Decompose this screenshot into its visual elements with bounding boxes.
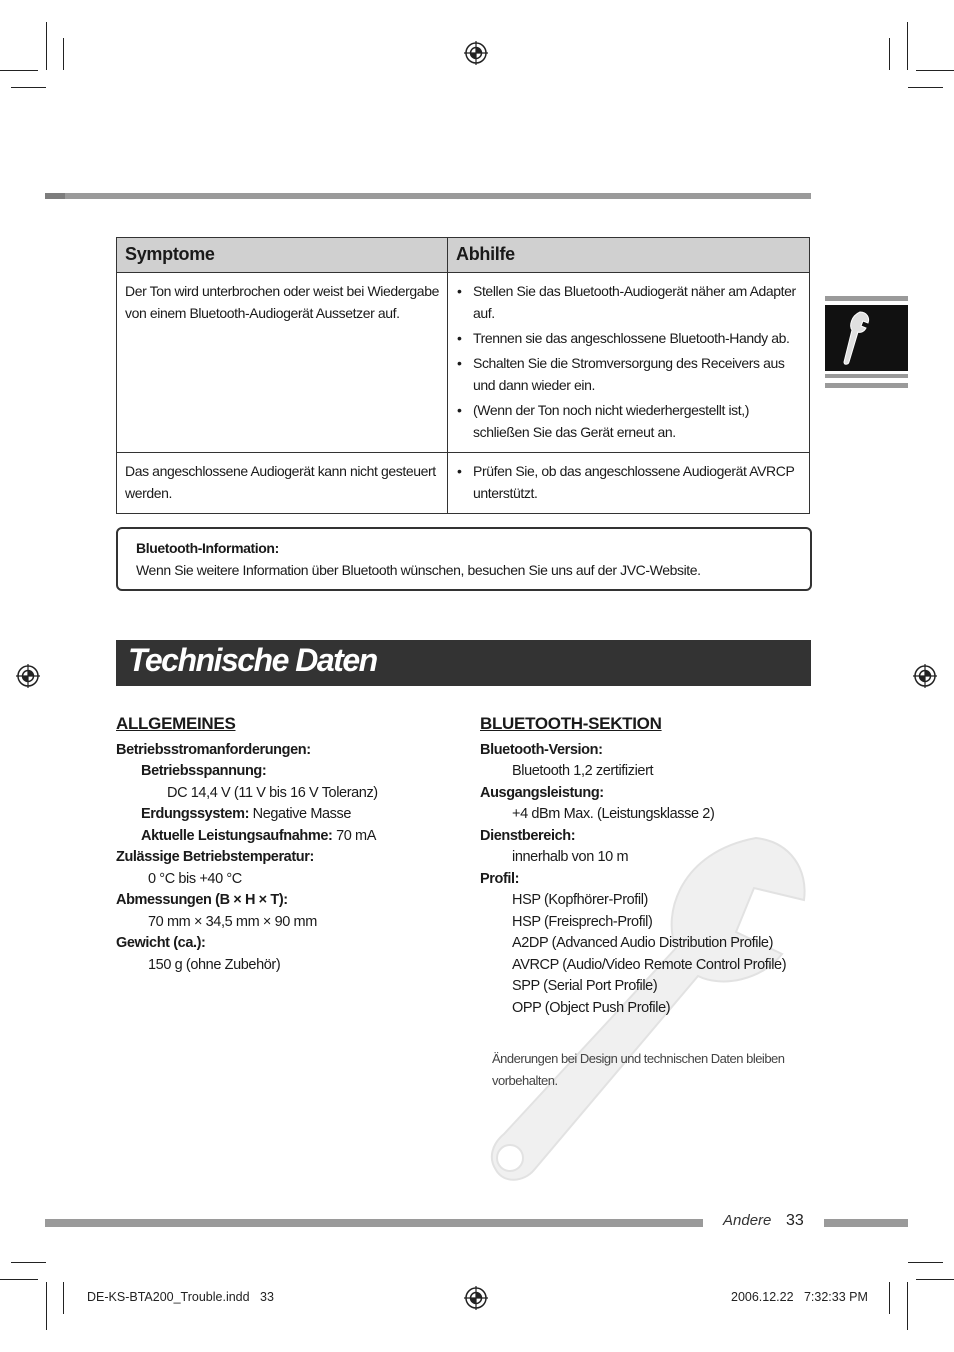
spec-label: Gewicht (ca.): — [116, 935, 206, 951]
profile-item: SPP (Serial Port Profile) — [512, 978, 658, 994]
profile-item: A2DP (Advanced Audio Distribution Profile) — [512, 935, 773, 951]
spec-value: innerhalb von 10 m — [512, 849, 629, 865]
symptom-cell: Das angeschlossene Audiogerät kann nicht gesteuert werden. — [117, 453, 448, 514]
spec-label: Aktuelle Leistungsaufnahme: — [141, 828, 333, 844]
spec-label: Ausgangsleistung: — [480, 785, 604, 801]
info-title: Bluetooth-Information: — [136, 540, 279, 556]
slug-timestamp: 2006.12.22 7:32:33 PM — [731, 1290, 868, 1304]
spec-label: Profil: — [480, 871, 520, 887]
footer-section-label: Andere — [723, 1212, 772, 1229]
remedy-item: • Stellen Sie das Bluetooth-Audiogerät näher am Adapter auf. — [456, 280, 801, 324]
remedy-item: • (Wenn der Ton noch nicht wiederhergestellt ist,) schließen Sie das Gerät erneut an. — [456, 399, 801, 443]
spec-label: Abmessungen (B × H × T): — [116, 892, 288, 908]
registration-mark-icon — [16, 664, 40, 688]
spec-value: 0 °C bis +40 °C — [148, 871, 242, 887]
troubleshooting-table — [116, 237, 810, 514]
section-banner — [116, 640, 811, 686]
column-header-abhilfe: Abhilfe — [448, 238, 810, 273]
spec-line — [141, 828, 376, 844]
spec-value: Bluetooth 1,2 zertifiziert — [512, 763, 654, 779]
spec-value: +4 dBm Max. (Leistungsklasse 2) — [512, 806, 715, 822]
column-header-symptome: Symptome — [117, 238, 448, 273]
change-note: Änderungen bei Design und technischen Daten bleiben vorbehalten. — [492, 1051, 785, 1088]
remedy-item: • Schalten Sie die Stromversorgung des Receivers aus und dann wieder ein. — [456, 352, 801, 396]
remedy-cell — [448, 273, 810, 453]
footer-rule — [45, 1219, 703, 1227]
slug-file: DE-KS-BTA200_Trouble.indd 33 — [87, 1290, 274, 1304]
chapter-tab — [825, 296, 908, 392]
page-number: 33 — [786, 1212, 804, 1229]
profile-item: AVRCP (Audio/Video Remote Control Profile) — [512, 957, 787, 973]
table-row — [117, 453, 810, 514]
spec-value: Negative Masse — [252, 806, 352, 822]
registration-mark-icon — [913, 664, 937, 688]
remedy-item: • Prüfen Sie, ob das angeschlossene Audiogerät AVRCP unterstützt. — [456, 460, 801, 504]
registration-mark-icon — [464, 41, 488, 65]
info-body: Wenn Sie weitere Information über Bluetooth wünschen, besuchen Sie uns auf der JVC-Website. — [136, 562, 701, 578]
remedy-item: • Trennen sie das angeschlossene Bluetooth-Handy ab. — [456, 327, 801, 349]
spec-value: 150 g (ohne Zubehör) — [148, 957, 281, 973]
table-row — [117, 273, 810, 453]
spec-line — [141, 806, 351, 822]
remedy-cell — [448, 453, 810, 514]
footer-rule — [824, 1219, 908, 1227]
header-rule — [45, 193, 811, 199]
profile-item: OPP (Object Push Profile) — [512, 1000, 671, 1016]
registration-mark-icon — [464, 1286, 488, 1310]
heading-allgemeines: ALLGEMEINES — [116, 714, 236, 733]
symptom-cell: Der Ton wird unterbrochen oder weist bei Wiedergabe von einem Bluetooth-Audiogerät Aussetzer auf. — [117, 273, 448, 453]
spec-label: Zulässige Betriebstemperatur: — [116, 849, 314, 865]
spec-label: Betriebsstromanforderungen: — [116, 742, 311, 758]
profile-item: HSP (Kopfhörer-Profil) — [512, 892, 648, 908]
spec-value: 70 mm × 34,5 mm × 90 mm — [148, 914, 317, 930]
spec-label: Betriebsspannung: — [141, 763, 267, 779]
spec-value: DC 14,4 V (11 V bis 16 V Toleranz) — [167, 785, 378, 801]
section-title: Technische Daten — [128, 642, 377, 678]
profile-item: HSP (Freisprech-Profil) — [512, 914, 653, 930]
wrench-icon — [841, 310, 871, 368]
spec-value: 70 mA — [336, 828, 376, 844]
heading-bluetooth: BLUETOOTH-SEKTION — [480, 714, 662, 733]
spec-label: Dienstbereich: — [480, 828, 576, 844]
info-box — [116, 527, 812, 591]
spec-label: Bluetooth-Version: — [480, 742, 603, 758]
spec-label: Erdungssystem: — [141, 806, 250, 822]
